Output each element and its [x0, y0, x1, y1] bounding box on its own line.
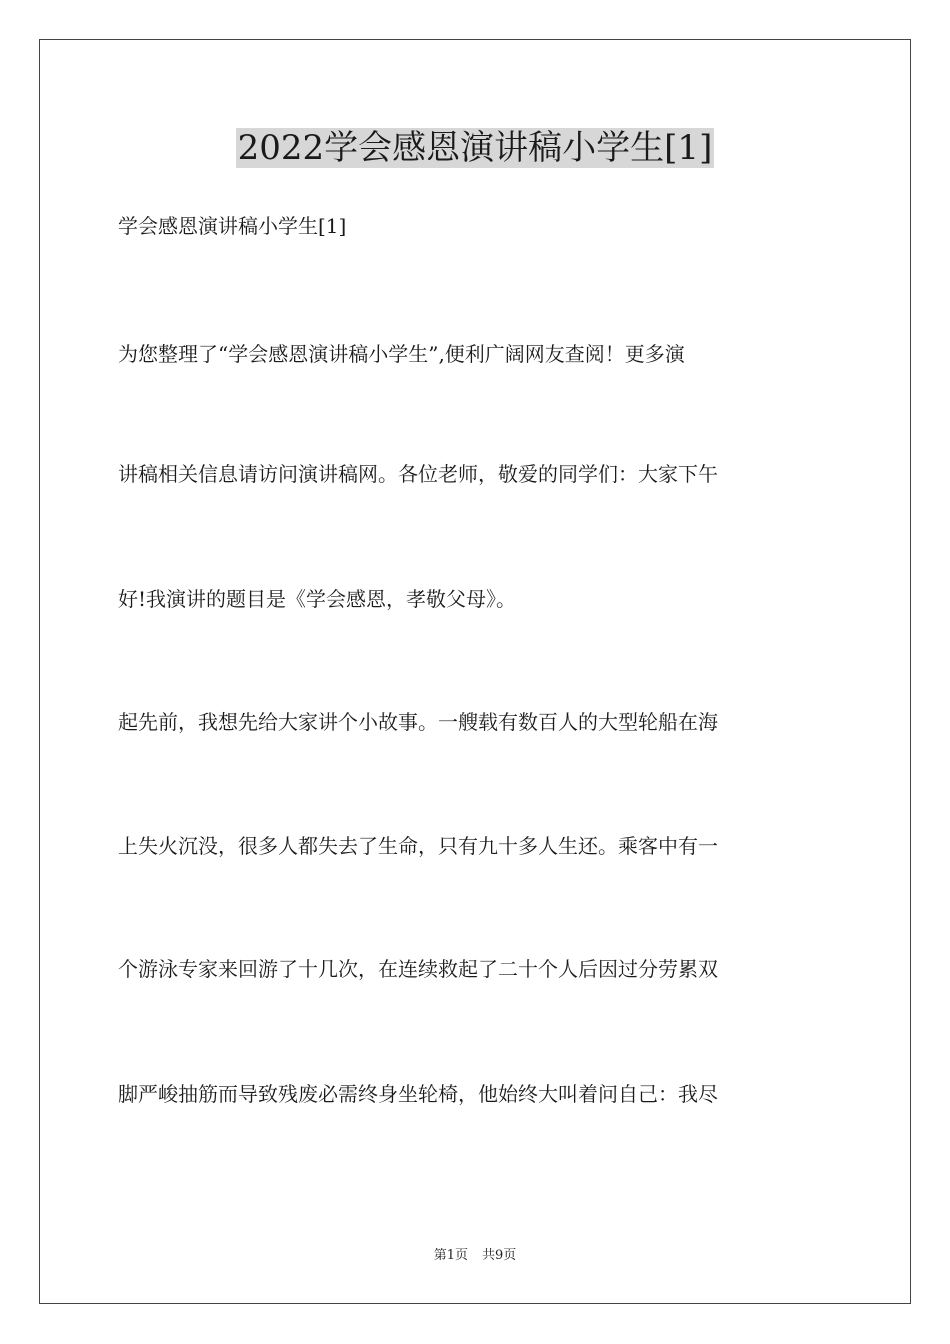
body-line-7: 脚严峻抽筋而导致残废必需终身坐轮椅，他始终大叫着问自己：我尽: [118, 1082, 718, 1106]
page-number-current: 第1页: [433, 1248, 468, 1263]
body-line-2: 讲稿相关信息请访问演讲稿网。各位老师，敬爱的同学们：大家下午: [118, 462, 718, 486]
body-line-4: 起先前，我想先给大家讲个小故事。一艘载有数百人的大型轮船在海: [118, 710, 718, 734]
page-number-total: 共9页: [482, 1248, 517, 1263]
body-line-3: 好!我演讲的题目是《学会感恩，孝敬父母》。: [118, 587, 517, 611]
document-subtitle: 学会感恩演讲稿小学生[1]: [118, 214, 347, 238]
body-line-1: 为您整理了“学会感恩演讲稿小学生”,便利广阔网友查阅！更多演: [118, 342, 685, 366]
body-line-5: 上失火沉没，很多人都失去了生命，只有九十多人生还。乘客中有一: [118, 834, 718, 858]
page-footer: [0, 1247, 950, 1265]
document-title-text: 2022学会感恩演讲稿小学生[1]: [237, 128, 713, 168]
document-title: [0, 126, 950, 170]
body-line-6: 个游泳专家来回游了十几次，在连续救起了二十个人后因过分劳累双: [118, 957, 718, 981]
